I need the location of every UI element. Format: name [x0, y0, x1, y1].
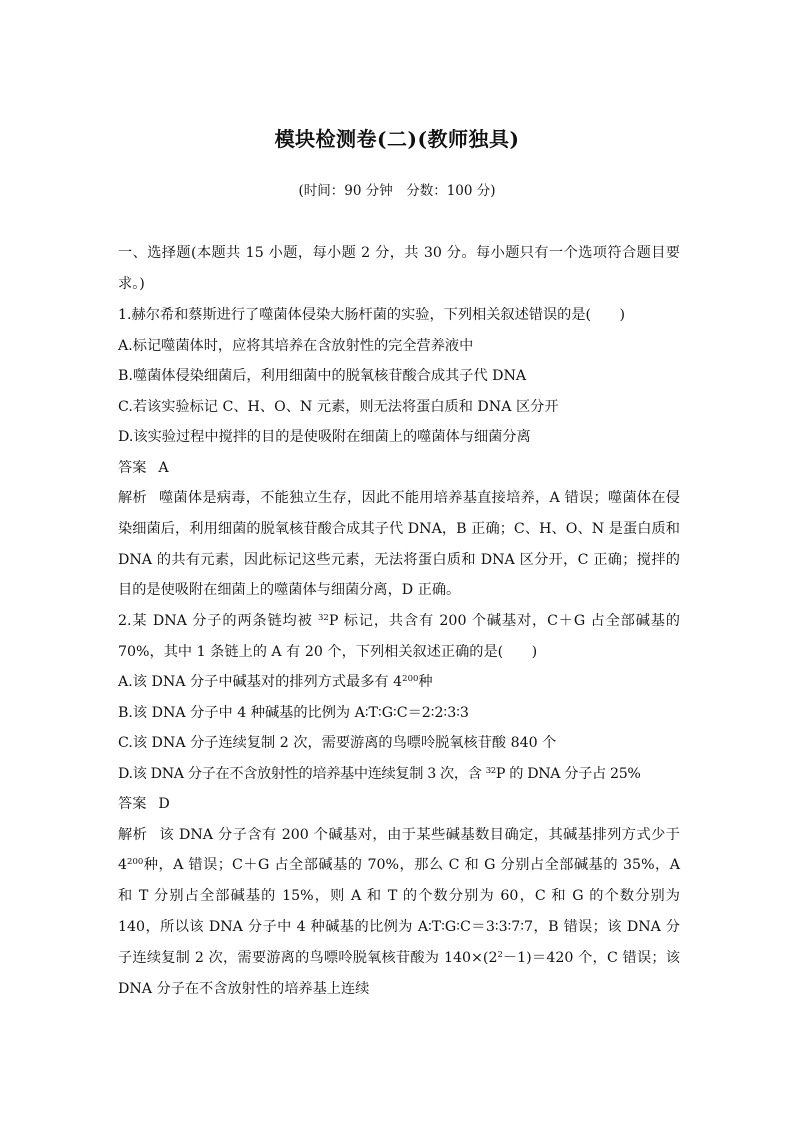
option-a: A.标记噬菌体时，应将其培养在含放射性的完全营养液中 — [118, 337, 474, 354]
question-stem — [118, 606, 680, 667]
explanation-label: 解析 — [118, 490, 147, 506]
answer-label: 答案 — [118, 459, 147, 476]
superscript: 32 — [485, 765, 496, 776]
answer-value: A — [158, 459, 169, 476]
stem-part: P 标记，共含有 200 个碱基对，C＋G 占全部碱基的 70%，其中 1 条链上的 A 有 20 个，下列相关叙述正确的是( ) — [118, 613, 680, 660]
option-c: C.该 DNA 分子连续复制 2 次，需要游离的鸟嘌呤脱氧核苷酸 840 个 — [118, 735, 557, 752]
document-body — [118, 238, 680, 1004]
answer-line — [118, 453, 680, 484]
section-heading: 一、选择题(本题共 15 小题，每小题 2 分，共 30 分。每小题只有一个选项符合题目要求。) — [118, 245, 680, 292]
answer-line — [118, 789, 680, 820]
option-d: D.该实验过程中搅拌的目的是使吸附在细菌上的噬菌体与细菌分离 — [118, 429, 531, 445]
explanation-label: 解析 — [118, 826, 148, 843]
superscript: 200 — [402, 674, 419, 685]
question-stem: 1.赫尔希和蔡斯进行了噬菌体侵染大肠杆菌的实验，下列相关叙述错误的是( ) — [118, 307, 625, 323]
answer-label: 答案 — [118, 796, 147, 813]
superscript: 2 — [497, 949, 503, 960]
question-1 — [118, 300, 680, 606]
option-text: D.该 DNA 分子在不含放射性的培养基中连续复制 3 次，含 — [118, 765, 486, 782]
option-b: B.该 DNA 分子中 4 种碱基的比例为 A∶T∶G∶C＝2∶2∶3∶3 — [118, 704, 469, 721]
option-d — [118, 759, 680, 790]
explanation-text: 噬菌体是病毒，不能独立生存，因此不能用培养基直接培养，A 错误；噬菌体在侵染细菌后，利用细菌的脱氧核苷酸合成其子代 DNA，B 正确；C、H、O、N 是蛋白质和 DNA 的共有元素，因此标记这些元素，无法将蛋白质和 DNA 区分开，C 正确；搅拌的目的是使吸附在细菌上的噬菌体与细菌分离，D 正确。 — [118, 490, 680, 599]
explanation — [118, 483, 680, 606]
option-a — [118, 667, 680, 698]
explanation-text: －1)＝420 个，C 错误；该 DNA 分子在不含放射性的培养基上连续 — [118, 949, 680, 997]
option-b: B.噬菌体侵染细菌后，利用细菌中的脱氧核苷酸合成其子代 DNA — [118, 368, 527, 384]
answer-value: D — [158, 796, 170, 813]
superscript: 200 — [127, 857, 144, 868]
explanation-text: 该 DNA 分子含有 200 个碱基对，由于某些碱基数目确定，其碱基排列方式少于 4 — [118, 826, 680, 874]
question-2 — [118, 606, 680, 1004]
option-text: A.该 DNA 分子中碱基对的排列方式最多有 4 — [118, 674, 403, 691]
page-title: 模块检测卷(二)(教师独具) — [274, 127, 520, 151]
explanation-text: 种，A 错误；C＋G 占全部碱基的 70%，那么 C 和 G 分别占全部碱基的 35%，A 和 T 分别占全部碱基的 15%，则 A 和 T 的个数分别为 60，C 和 G 的个数分别为 140，所以该 DNA 分子中 4 种碱基的比例为 A∶T∶G∶C＝3∶3∶7∶7，B 错误；该 DNA 分子连续复制 2 次，需要游离的鸟嘌呤脱氧核苷酸为 140×(2 — [118, 857, 680, 966]
explanation — [118, 820, 680, 1005]
stem-part: 2.某 DNA 分子的两条链均被 — [118, 613, 318, 630]
superscript: 32 — [317, 613, 329, 624]
option-text: P 的 DNA 分子占 25% — [495, 765, 641, 782]
exam-info: (时间：90 分钟 分数：100 分) — [298, 183, 496, 199]
option-c: C.若该实验标记 C、H、O、N 元素，则无法将蛋白质和 DNA 区分开 — [118, 398, 559, 415]
option-text: 种 — [418, 674, 433, 691]
